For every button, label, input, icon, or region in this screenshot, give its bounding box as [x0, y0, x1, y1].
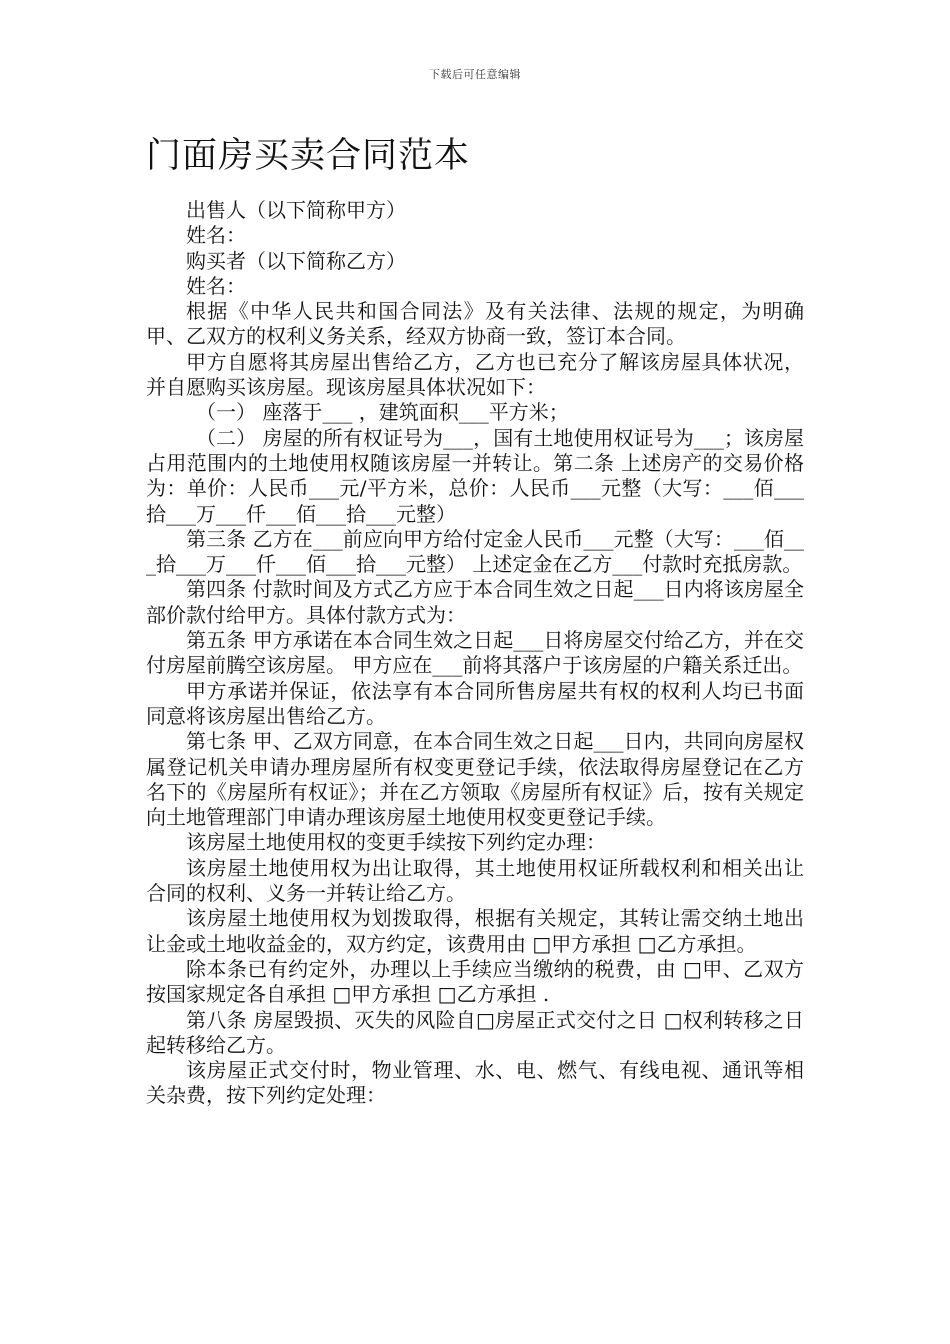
document-title: 门面房买卖合同范本: [146, 136, 471, 176]
article-7-registration: 第七条 甲、乙双方同意，在本合同生效之日起___日内，共同向房屋权属登记机关申请办理房屋所有权变更登记手续，依法取得房屋登记在乙方名下的《房屋所有权证》；并在乙方领取《房屋所有权证》后，按有关规定向土地管理部门申请办理该房屋土地使用权变更登记手续。: [146, 729, 804, 830]
article-3-deposit: 第三条 乙方在___前应向甲方给付定金人民币___元整（大写：___佰___拾___万___仟___佰___拾___元整） 上述定金在乙方___付款时充抵房款。: [146, 526, 804, 577]
seller-name-field: 姓名：: [186, 223, 246, 248]
preamble-paragraph: 根据《中华人民共和国合同法》及有关法律、法规的规定，为明确甲、乙双方的权利义务关系，经双方协商一致，签订本合同。: [146, 299, 804, 349]
contract-body: [146, 198, 804, 1109]
article-4-payment: 第四条 付款时间及方式乙方应于本合同生效之日起___日内将该房屋全部价款付给甲方。具体付款方式为：: [146, 577, 804, 627]
seller-label: 出售人（以下简称甲方）: [186, 198, 406, 222]
buyer-label: 购买者（以下简称乙方）: [186, 248, 406, 273]
property-intro-paragraph: 甲方自愿将其房屋出售给乙方，乙方也已充分了解该房屋具体状况，并自愿购买该房屋。现该房屋具体状况如下：: [146, 349, 804, 400]
land-use-transfer-clause: 该房屋土地使用权为出让取得，其土地使用权证所载权利和相关出让合同的权利、义务一并转让给乙方。: [146, 855, 804, 906]
tax-fee-clause: 除本条已有约定外，办理以上手续应当缴纳的税费，由 □甲、乙双方按国家规定各自承担 □甲方承担 □乙方承担 .: [146, 956, 804, 1007]
land-use-change-intro: 该房屋土地使用权的变更手续按下列约定办理：: [186, 830, 606, 855]
land-use-allocation-clause: 该房屋土地使用权为划拨取得，根据有关规定，其转让需交纳土地出让金或土地收益金的，双方约定，该费用由 □甲方承担 □乙方承担。: [146, 906, 804, 956]
article-5-delivery: 第五条 甲方承诺在本合同生效之日起___日将房屋交付给乙方，并在交付房屋前腾空该房屋。 甲方应在___前将其落户于该房屋的户籍关系迁出。: [146, 628, 804, 678]
delivery-fees-clause: 该房屋正式交付时，物业管理、水、电、燃气、有线电视、通讯等相关杂费，按下列约定处理：: [146, 1058, 804, 1108]
page-header-note: 下载后可任意编辑: [429, 68, 521, 81]
co-owner-guarantee: 甲方承诺并保证，依法享有本合同所售房屋共有权的权利人均已书面同意将该房屋出售给乙方。: [146, 678, 804, 728]
property-location-item: （一） 座落于___ ，建筑面积___平方米；: [196, 400, 569, 425]
article-8-risk: 第八条 房屋毁损、灭失的风险自□房屋正式交付之日 □权利转移之日起转移给乙方。: [146, 1007, 804, 1057]
buyer-name-field: 姓名：: [186, 273, 246, 298]
property-certificate-item: （二） 房屋的所有权证号为___，国有土地使用权证号为___；该房屋占用范围内的土地使用权随该房屋一并转让。第二条 上述房产的交易价格为：单价：人民币___元/平方米，总价：人民币___元整（大写：___佰___拾___万___仟___佰___拾___元整）: [146, 425, 804, 526]
